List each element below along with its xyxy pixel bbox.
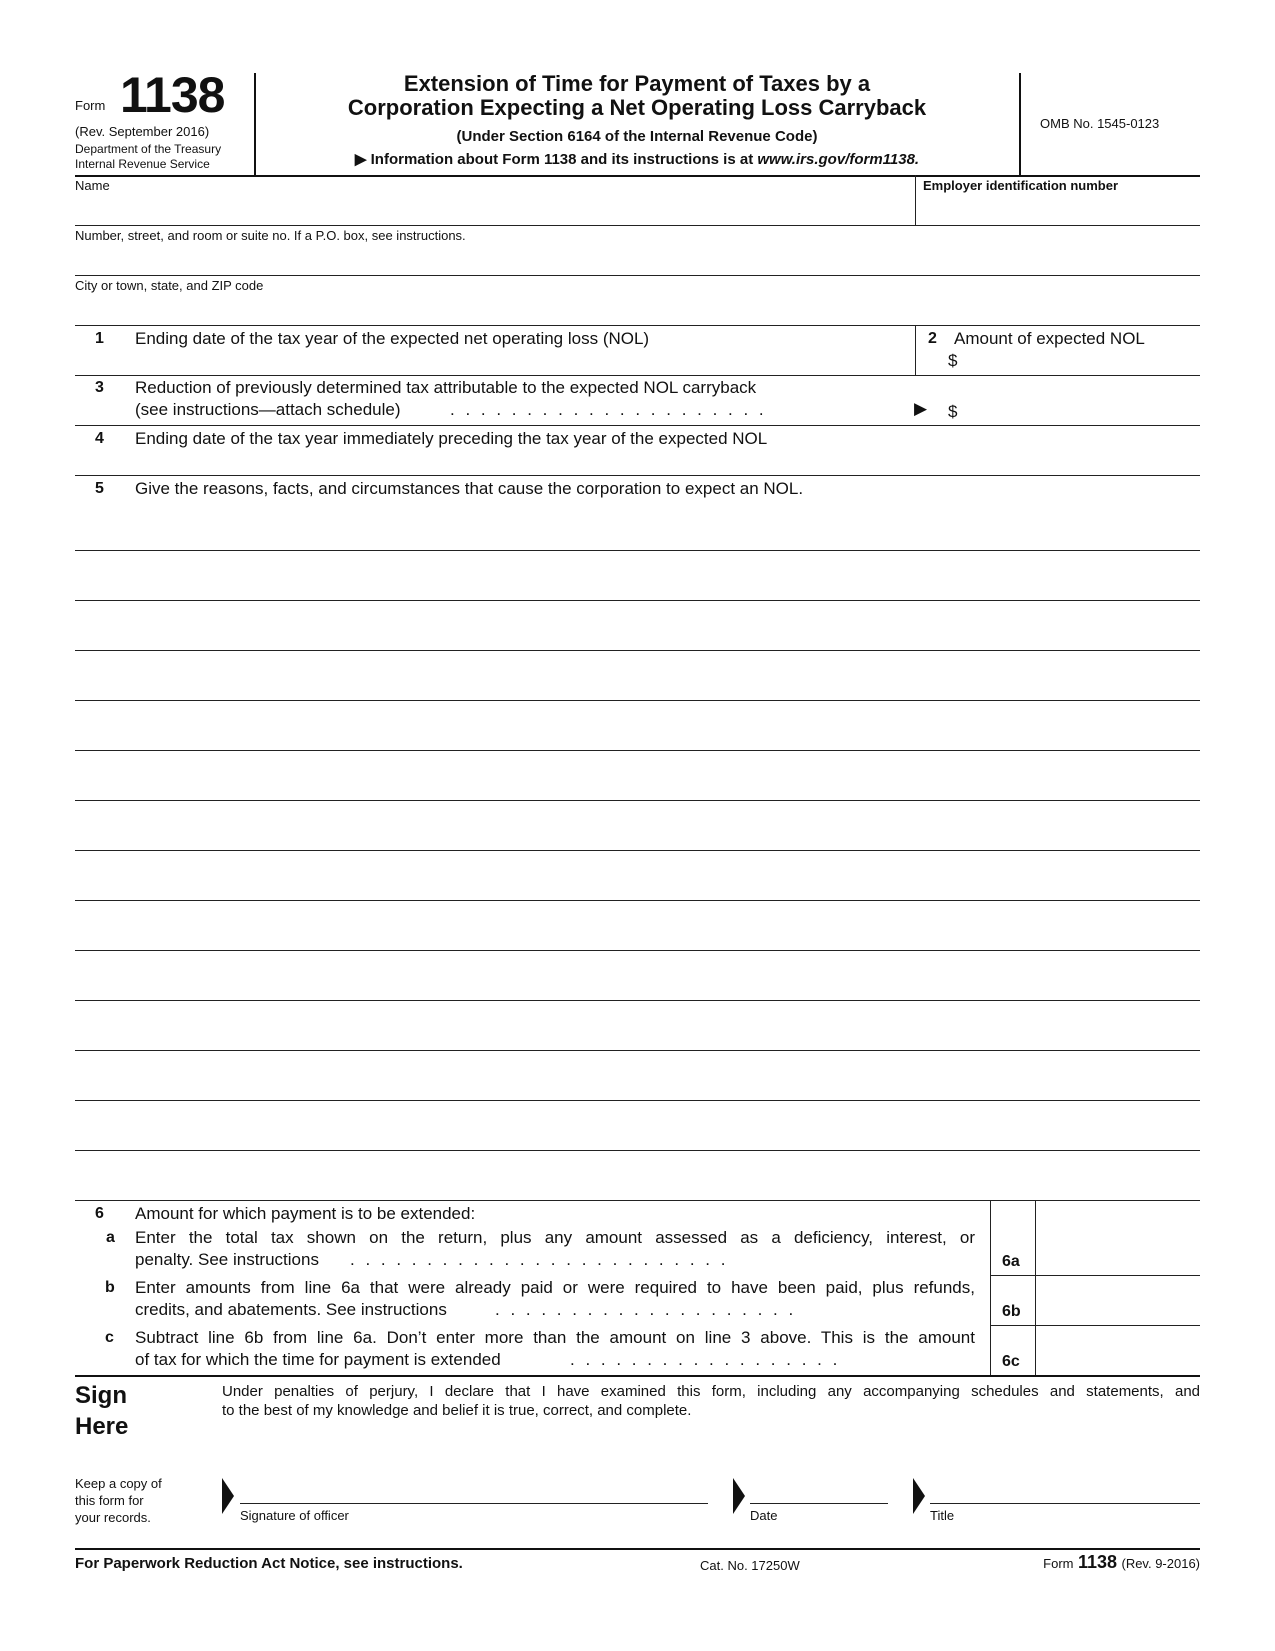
writing-rule — [75, 700, 1200, 701]
footer-form-word: Form — [1043, 1556, 1074, 1571]
writing-rule — [75, 950, 1200, 951]
writing-rule — [75, 1100, 1200, 1101]
line-6a-input[interactable] — [1040, 1250, 1195, 1274]
line-6b-letter: b — [105, 1279, 115, 1296]
writing-rule — [75, 750, 1200, 751]
line-6c-leader-dots: . . . . . . . . . . . . . . . . . . — [570, 1350, 838, 1369]
line-6-box-divider-right — [1035, 1200, 1036, 1375]
line-3-leader-dots: . . . . . . . . . . . . . . . . . . . . . — [450, 400, 764, 419]
title-label: Title — [930, 1508, 955, 1523]
writing-rule — [75, 900, 1200, 901]
signature-input[interactable] — [240, 1478, 705, 1502]
footer-form-id — [1020, 1552, 1200, 1573]
line-4-input[interactable] — [135, 452, 1190, 474]
line-6a-letter: a — [106, 1229, 115, 1246]
writing-rule — [75, 1050, 1200, 1051]
declaration-line-2: to the best of my knowledge and belief it is true, correct, and complete. — [222, 1402, 692, 1419]
signature-pointer-icon — [222, 1478, 234, 1514]
line-3-text-2: (see instructions—attach schedule) — [135, 400, 401, 419]
rule-address — [75, 275, 1200, 276]
line-6-number: 6 — [95, 1205, 104, 1222]
title-pointer-icon — [913, 1478, 925, 1514]
form-subtitle: (Under Section 6164 of the Internal Revenue Code) — [456, 128, 818, 145]
rule-line-5-end — [75, 1200, 1200, 1201]
signature-label: Signature of officer — [240, 1508, 349, 1523]
date-label: Date — [750, 1508, 778, 1523]
writing-rule — [75, 600, 1200, 601]
omb-number: OMB No. 1545-0123 — [1040, 116, 1160, 131]
line-1-text: Ending date of the tax year of the expected net operating loss (NOL) — [135, 329, 650, 348]
line-3-dollar: $ — [948, 402, 958, 421]
info-line — [258, 150, 1016, 168]
info-url[interactable]: www.irs.gov/form1138. — [757, 151, 920, 168]
footer-revision: (Rev. 9-2016) — [1121, 1556, 1200, 1571]
writing-rule — [75, 550, 1200, 551]
line-6b-input[interactable] — [1040, 1300, 1195, 1324]
line-2-input[interactable] — [965, 351, 1190, 373]
line-5-text: Give the reasons, facts, and circumstances that cause the corporation to expect an NOL. — [135, 479, 804, 498]
date-pointer-icon — [733, 1478, 745, 1514]
title-line-2: Corporation Expecting a Net Operating Loss Carryback — [347, 95, 927, 120]
line-4-text: Ending date of the tax year immediately preceding the tax year of the expected NOL — [135, 429, 768, 448]
form-word: Form — [75, 98, 106, 113]
line-6-box-divider-left — [990, 1200, 991, 1375]
rule-line-1 — [75, 375, 1200, 376]
line-2-text: Amount of expected NOL — [954, 329, 1145, 348]
title-rule — [930, 1503, 1200, 1504]
form-title — [258, 72, 1016, 168]
line-6a-text-1: Enter the total tax shown on the return, plus any amount assessed as a deficiency, interest, or — [135, 1228, 975, 1247]
declaration-line-1: Under penalties of perjury, I declare that I have examined this form, including any accompanying schedules and statements, and — [222, 1383, 1200, 1400]
rule-6b — [990, 1325, 1200, 1326]
line-2-divider — [915, 325, 916, 375]
ein-input[interactable] — [925, 196, 1195, 224]
signature-rule — [240, 1503, 708, 1504]
line-1-number: 1 — [95, 330, 104, 347]
line-6b-text-1: Enter amounts from line 6a that were already paid or were required to have been paid, plus refunds, — [135, 1278, 975, 1297]
department-name: Department of the Treasury — [75, 142, 222, 156]
writing-rule — [75, 1150, 1200, 1151]
writing-rule — [75, 1000, 1200, 1001]
rule-6a — [990, 1275, 1200, 1276]
line-2-dollar: $ — [948, 351, 958, 370]
title-input[interactable] — [930, 1478, 1198, 1502]
line-6a-text-2: penalty. See instructions — [135, 1250, 319, 1269]
date-input[interactable] — [750, 1478, 885, 1502]
keep-copy-line-2: this form for — [75, 1493, 144, 1508]
rule-name — [75, 225, 1200, 226]
title-line-1: Extension of Time for Payment of Taxes by a — [403, 71, 871, 96]
name-label: Name — [75, 178, 110, 193]
line-1-input[interactable] — [135, 352, 905, 374]
name-input[interactable] — [80, 196, 900, 224]
line-6b-text-2: credits, and abatements. See instructions — [135, 1300, 447, 1319]
line-6c-letter: c — [105, 1329, 114, 1346]
irs-name: Internal Revenue Service — [75, 157, 210, 171]
line-3-text-1: Reduction of previously determined tax attributable to the expected NOL carryback — [135, 378, 757, 397]
line-3-arrow: ▶ — [914, 399, 928, 418]
line-3-number: 3 — [95, 379, 104, 396]
line-6c-text-1: Subtract line 6b from line 6a. Don’t enter more than the amount on line 3 above. This is the amount — [135, 1328, 975, 1347]
line-6a-leader-dots: . . . . . . . . . . . . . . . . . . . . . . . . . — [350, 1250, 726, 1269]
date-rule — [750, 1503, 888, 1504]
ein-label: Employer identification number — [923, 178, 1119, 193]
city-label: City or town, state, and ZIP code — [75, 278, 264, 293]
writing-rule — [75, 650, 1200, 651]
address-input[interactable] — [80, 246, 1190, 274]
line-4-number: 4 — [95, 430, 104, 447]
rule-line-4 — [75, 475, 1200, 476]
revision-date: (Rev. September 2016) — [75, 124, 210, 139]
keep-copy-line-1: Keep a copy of — [75, 1476, 162, 1491]
line-6b-leader-dots: . . . . . . . . . . . . . . . . . . . . — [495, 1300, 794, 1319]
catalog-number: Cat. No. 17250W — [700, 1558, 800, 1573]
city-input[interactable] — [80, 296, 1190, 324]
rule-city — [75, 325, 1200, 326]
header-divider-left — [254, 73, 256, 175]
footer-rule — [75, 1548, 1200, 1550]
ein-divider — [915, 175, 916, 225]
line-6a-box-label: 6a — [1002, 1253, 1020, 1270]
sign-heading-1: Sign — [75, 1382, 127, 1409]
line-6b-box-label: 6b — [1002, 1303, 1021, 1320]
form-number: 1138 — [120, 67, 225, 123]
line-6c-text-2: of tax for which the time for payment is extended — [135, 1350, 501, 1369]
line-6c-input[interactable] — [1040, 1350, 1195, 1374]
line-2-number: 2 — [928, 330, 937, 347]
header-rule — [75, 175, 1200, 177]
line-5-textarea[interactable] — [75, 505, 1200, 1193]
header-divider-right — [1019, 73, 1021, 175]
footer-form-number: 1138 — [1077, 1552, 1118, 1572]
line-6c-box-label: 6c — [1002, 1353, 1020, 1370]
writing-rule — [75, 800, 1200, 801]
address-label: Number, street, and room or suite no. If a P.O. box, see instructions. — [75, 228, 466, 243]
rule-line-6 — [75, 1375, 1200, 1377]
paperwork-notice: For Paperwork Reduction Act Notice, see instructions. — [75, 1555, 463, 1572]
line-3-input[interactable] — [965, 400, 1190, 422]
keep-copy-line-3: your records. — [75, 1510, 151, 1525]
line-6-text: Amount for which payment is to be extended: — [135, 1204, 476, 1223]
line-5-number: 5 — [95, 480, 104, 497]
writing-rule — [75, 850, 1200, 851]
rule-line-3 — [75, 425, 1200, 426]
sign-heading-2: Here — [75, 1413, 129, 1440]
info-prefix: ▶ Information about Form 1138 and its instructions is at — [354, 151, 758, 168]
